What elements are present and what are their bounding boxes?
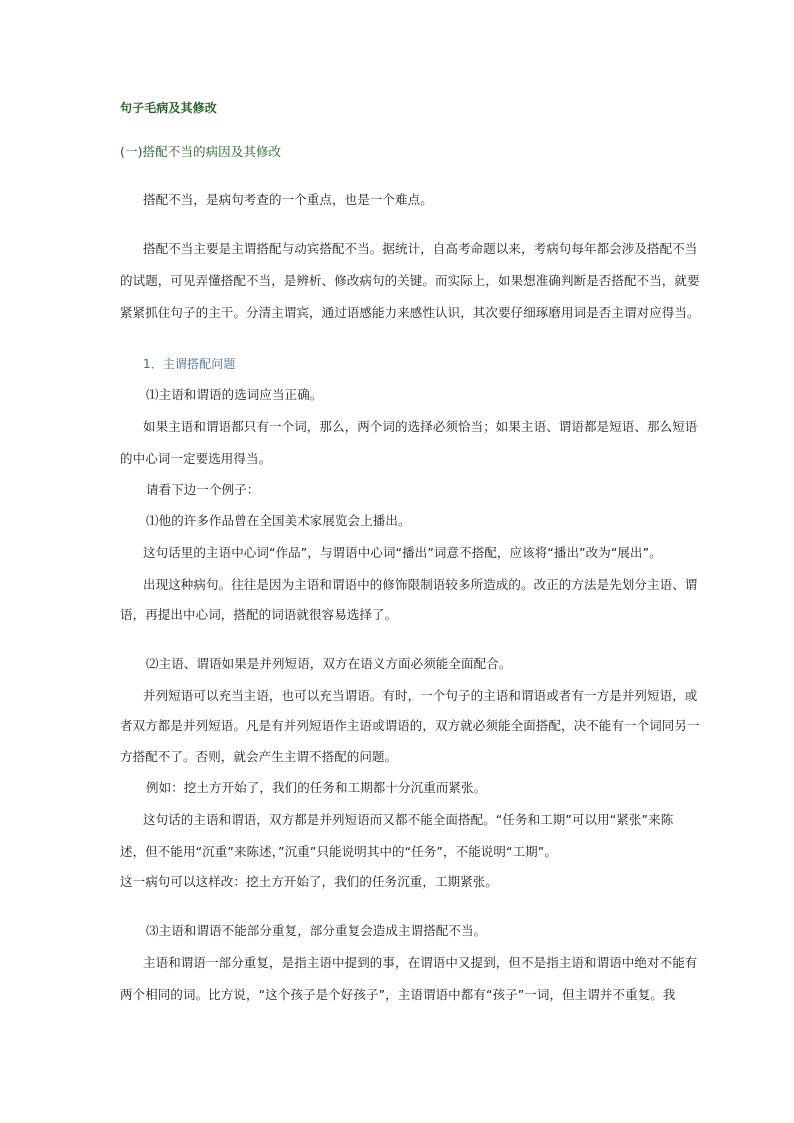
- paragraph-line: 这一病句可以这样改：挖土方开始了，我们的任务沉重，工期紧张。: [120, 874, 499, 889]
- paragraph-line: 的中心词一定要选用得当。: [120, 451, 272, 466]
- paragraph-line: 出现这种病句。往往是因为主语和谓语中的修饰限制语较多所造成的。改正的方法是先划分主语、谓: [143, 577, 698, 592]
- subsection-heading: 1．主谓搭配问题: [143, 357, 236, 371]
- paragraph-line: 主语和谓语一部分重复，是指主语中提到的事，在谓语中又提到，但不是指主语和谓语中绝对不能有: [143, 955, 698, 970]
- paragraph-intro: 搭配不当，是病句考查的一个重点，也是一个难点。: [143, 192, 433, 207]
- paragraph-line: 这句话的主语和谓语，双方都是并列短语而又都不能全面搭配。“任务和工期”可以用“紧张”来陈: [143, 812, 674, 827]
- paragraph-line: 并列短语可以充当主语，也可以充当谓语。有时，一个句子的主语和谓语或者有一方是并列短语，或: [143, 688, 698, 703]
- paragraph-line: 紧紧抓住句子的主干。分清主谓宾，通过语感能力来感性认识，其次要仔细琢磨用词是否主谓对应得当。: [120, 305, 700, 320]
- paragraph-line: 述，但不能用“沉重”来陈述，”沉重”只能说明其中的“任务”，不能说明“工期”。: [120, 844, 557, 859]
- paragraph-line: 这句话里的主语中心词“作品”，与谓语中心词“播出”词意不搭配，应该将“播出”改为“展出”。: [143, 545, 662, 560]
- section-heading: (一)搭配不当的病因及其修改: [120, 144, 282, 159]
- paragraph-line: 者双方都是并列短语。凡是有并列短语作主语或谓语的，双方就必须能全面搭配，决不能有一个词同另一: [120, 718, 700, 733]
- paragraph-line: 搭配不当主要是主谓搭配与动宾搭配不当。据统计，自高考命题以来，考病句每年都会涉及搭配不当: [143, 241, 698, 256]
- rule-heading: ⑵主语、谓语如果是并列短语，双方在语义方面必须能全面配合。: [146, 656, 512, 671]
- rule-heading: ⑴主语和谓语的选词应当正确。: [146, 387, 323, 402]
- paragraph-line: 方搭配不了。否则，就会产生主谓不搭配的问题。: [120, 749, 398, 764]
- paragraph-line: 两个相同的词。比方说，“这个孩子是个好孩子”，主语谓语中都有“孩子”一词，但主谓并不重复。我: [120, 987, 676, 1002]
- paragraph-line: 的试题，可见弄懂搭配不当，是辨析、修改病句的关键。而实际上，如果想准确判断是否搭配不当，就要: [120, 273, 700, 288]
- paragraph-line: 语，再提出中心词，搭配的词语就很容易选择了。: [120, 607, 398, 622]
- paragraph-line: 如果主语和谓语都只有一个词，那么，两个词的选择必须恰当；如果主语、谓语都是短语、那么短语: [143, 419, 698, 434]
- example-sentence: ⑴他的许多作品曾在全国美术家展览会上播出。: [146, 513, 411, 528]
- example-sentence: 例如：挖土方开始了，我们的任务和工期都十分沉重而紧张。: [146, 780, 487, 795]
- paragraph-line: 请看下边一个例子：: [146, 482, 260, 497]
- rule-heading: ⑶主语和谓语不能部分重复，部分重复会造成主谓搭配不当。: [146, 923, 487, 938]
- doc-title: 句子毛病及其修改: [120, 101, 217, 115]
